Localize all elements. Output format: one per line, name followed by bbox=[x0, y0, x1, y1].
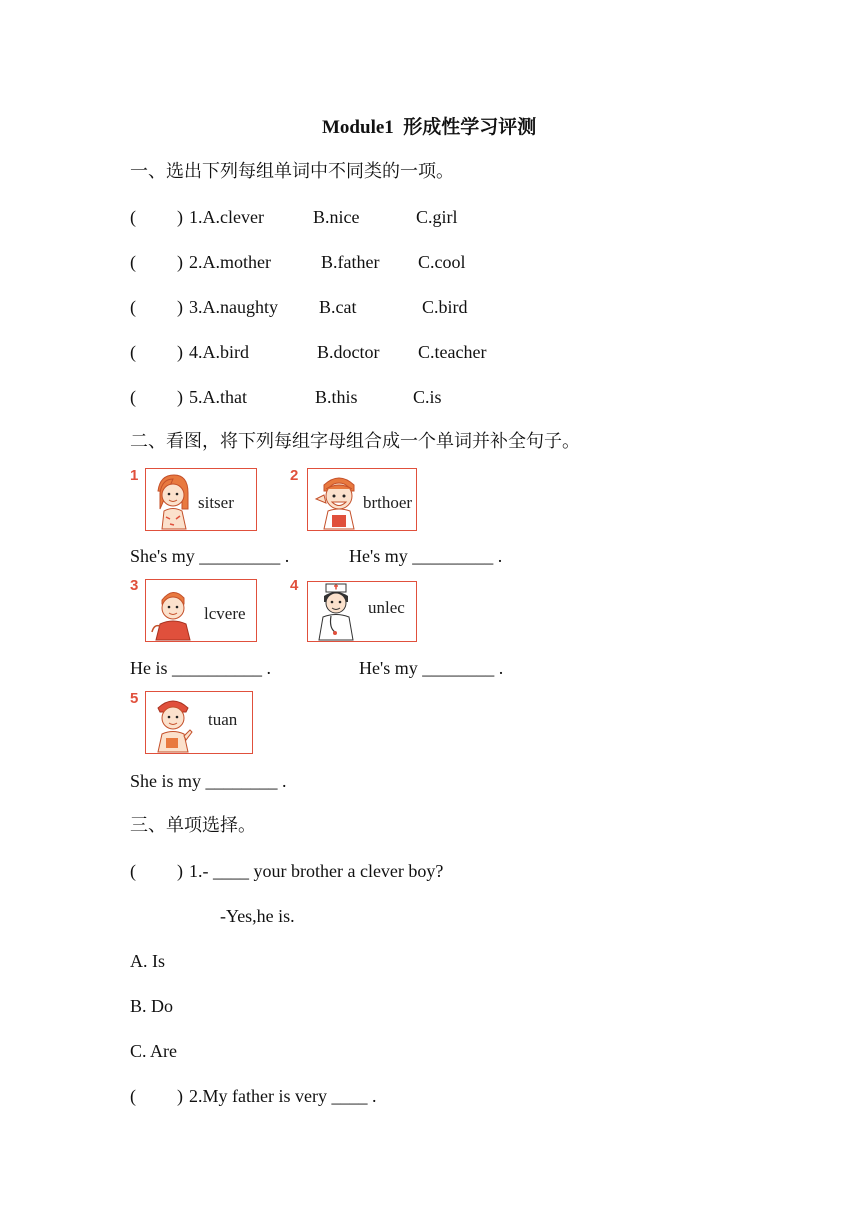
picture-card-4 bbox=[307, 581, 417, 642]
option-b: B.this bbox=[315, 387, 358, 407]
option-a: 2.A.mother bbox=[189, 252, 271, 272]
option-a: 5.A.that bbox=[189, 387, 247, 407]
answer-paren-open: ( bbox=[130, 252, 136, 272]
answer-paren-open: ( bbox=[130, 1086, 136, 1106]
answer-paren-close: ) bbox=[177, 342, 183, 362]
option-c: C.is bbox=[413, 387, 442, 407]
picture-card-5 bbox=[145, 691, 253, 754]
option-c: C.bird bbox=[422, 297, 468, 317]
option-c: C. Are bbox=[130, 1041, 177, 1061]
section-3-heading: 三、单项选择。 bbox=[130, 815, 256, 836]
question-3-1-text: 1.- ____ your brother a clever boy? bbox=[189, 861, 444, 881]
boy-illustration bbox=[310, 469, 368, 530]
answer-paren-close: ) bbox=[177, 207, 183, 227]
scrambled-word-4: unlec bbox=[368, 598, 405, 617]
answer-paren-close: ) bbox=[177, 297, 183, 317]
sentence-1: She's my _________ . bbox=[130, 546, 290, 566]
picture-card-3 bbox=[145, 579, 257, 642]
option-a: A. Is bbox=[130, 951, 165, 971]
option-a: 1.A.clever bbox=[189, 207, 264, 227]
sentence-4: He's my ________ . bbox=[359, 658, 504, 678]
picture-number-3: 3 bbox=[130, 577, 139, 594]
doctor-uncle-illustration bbox=[311, 582, 363, 641]
picture-number-1: 1 bbox=[130, 467, 139, 484]
option-b: B.father bbox=[321, 252, 380, 272]
option-b: B.doctor bbox=[317, 342, 380, 362]
option-c: C.girl bbox=[416, 207, 458, 227]
answer-paren-open: ( bbox=[130, 342, 136, 362]
clever-boy-illustration bbox=[148, 580, 198, 641]
answer-paren-open: ( bbox=[130, 297, 136, 317]
answer-paren-open: ( bbox=[130, 207, 136, 227]
answer-paren-close: ) bbox=[177, 1086, 183, 1106]
question-3-1-answer: -Yes,he is. bbox=[220, 906, 295, 926]
sentence-3: He is __________ . bbox=[130, 658, 271, 678]
answer-paren-open: ( bbox=[130, 861, 136, 881]
girl-illustration bbox=[148, 469, 198, 530]
aunt-illustration bbox=[148, 692, 198, 753]
option-a: 3.A.naughty bbox=[189, 297, 278, 317]
scrambled-word-1: sitser bbox=[198, 493, 234, 512]
picture-card-1 bbox=[145, 468, 257, 531]
option-b: B.cat bbox=[319, 297, 357, 317]
scrambled-word-5: tuan bbox=[208, 710, 238, 729]
question-3-2-text: 2.My father is very ____ . bbox=[189, 1086, 377, 1106]
picture-number-4: 4 bbox=[290, 577, 299, 594]
picture-number-2: 2 bbox=[290, 467, 299, 484]
option-a: 4.A.bird bbox=[189, 342, 249, 362]
answer-paren-open: ( bbox=[130, 387, 136, 407]
sentence-5: She is my ________ . bbox=[130, 771, 287, 791]
answer-paren-close: ) bbox=[177, 252, 183, 272]
option-c: C.teacher bbox=[418, 342, 487, 362]
picture-number-5: 5 bbox=[130, 690, 139, 707]
sentence-2: He's my _________ . bbox=[349, 546, 503, 566]
scrambled-word-3: lcvere bbox=[204, 604, 246, 623]
page-title: Module1 形成性学习评测 bbox=[322, 117, 537, 138]
answer-paren-close: ) bbox=[177, 387, 183, 407]
section-2-heading: 二、看图，将下列每组字母组合成一个单词并补全句子。 bbox=[130, 431, 580, 452]
answer-paren-close: ) bbox=[177, 861, 183, 881]
section-1-heading: 一、选出下列每组单词中不同类的一项。 bbox=[130, 161, 454, 182]
option-b: B. Do bbox=[130, 996, 174, 1016]
scrambled-word-2: brthoer bbox=[363, 493, 413, 512]
option-c: C.cool bbox=[418, 252, 466, 272]
picture-card-2 bbox=[307, 468, 417, 531]
option-b: B.nice bbox=[313, 207, 360, 227]
